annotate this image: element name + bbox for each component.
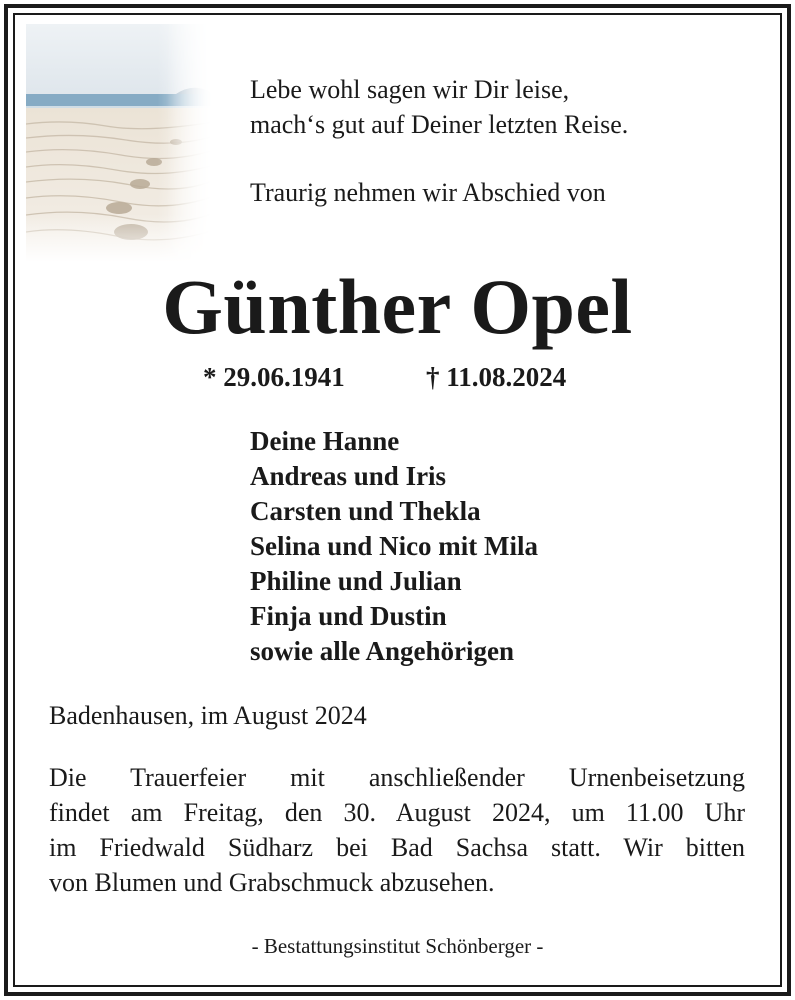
notice-line: von Blumen und Grabschmuck abzusehen. — [49, 868, 495, 897]
mourner: sowie alle Angehörigen — [250, 636, 514, 666]
verse-line: mach‘s gut auf Deiner letzten Reise. — [250, 110, 629, 139]
death-date: † 11.08.2024 — [426, 362, 567, 392]
mourner: Deine Hanne — [250, 426, 400, 456]
beach-footprints-image — [26, 24, 214, 262]
place-date: Badenhausen, im August 2024 — [49, 701, 367, 730]
notice-line: findet am Freitag, den 30. August 2024, um 11.00 Uhr — [49, 798, 745, 827]
mourner: Carsten und Thekla — [250, 496, 481, 526]
funeral-home: - Bestattungsinstitut Schönberger - — [251, 934, 544, 958]
deceased-name: Günther Opel — [162, 263, 633, 350]
funeral-notice — [49, 760, 745, 900]
notice-line: Die Trauerfeier mit anschließender Urnenbeisetzung — [49, 763, 745, 792]
birth-date: * 29.06.1941 — [203, 362, 345, 392]
notice-line: im Friedwald Südharz bei Bad Sachsa statt. Wir bitten — [49, 833, 745, 862]
intro-text: Traurig nehmen wir Abschied von — [250, 178, 606, 207]
mourner: Philine und Julian — [250, 566, 462, 596]
mourner: Selina und Nico mit Mila — [250, 531, 539, 561]
mourner: Andreas und Iris — [250, 461, 447, 491]
verse-line: Lebe wohl sagen wir Dir leise, — [250, 75, 570, 104]
mourner: Finja und Dustin — [250, 601, 447, 631]
mourners-list — [250, 424, 538, 669]
verse — [250, 72, 628, 142]
